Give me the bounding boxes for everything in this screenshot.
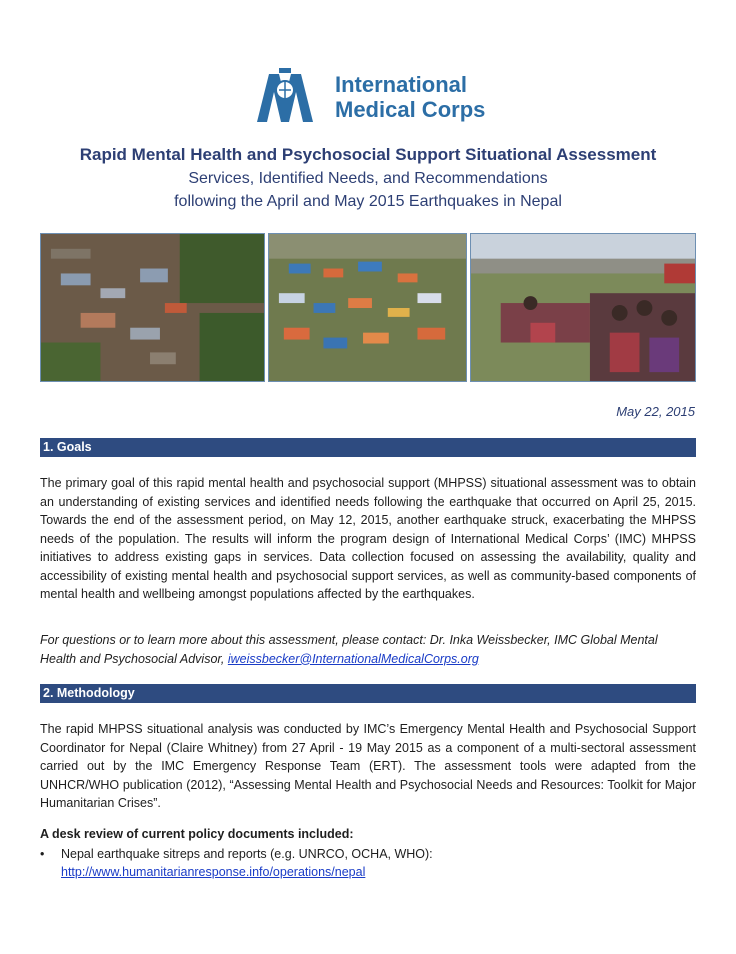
document-title: Rapid Mental Health and Psychosocial Support Situational Assessment (79, 145, 657, 164)
photo-strip (40, 233, 696, 382)
earthquake-rubble-photo (40, 233, 265, 382)
contact-email-link[interactable]: iweissbecker@InternationalMedicalCorps.org (227, 651, 479, 666)
bullet-text: Nepal earthquake sitreps and reports (e.g. UNRCO, OCHA, WHO): (61, 847, 433, 861)
tent-camp-photo (268, 233, 467, 382)
contact-text: For questions or to learn more about this assessment, please contact: Dr. Inka Weissbecker, IMC Global Mental Health and Psychosocial Advisor, (40, 633, 658, 666)
desk-review-heading: A desk review of current policy documents included: (40, 827, 354, 841)
bullet-icon: • (40, 847, 45, 861)
bullet-link[interactable]: http://www.humanitarianresponse.info/operations/nepal (61, 865, 366, 879)
section-heading-goals: 1. Goals (40, 438, 696, 457)
gathered-women-photo (470, 233, 696, 382)
imc-logo (255, 68, 495, 128)
document-subtitle-2: following the April and May 2015 Earthquakes in Nepal (174, 193, 562, 210)
logo-line-2: Medical Corps (335, 97, 486, 122)
document-subtitle-1: Services, Identified Needs, and Recommendations (188, 170, 548, 187)
goals-paragraph: The primary goal of this rapid mental health and psychosocial support (MHPSS) situational assessment was to obtain an understanding of existing services and identified needs following the earthquake that occurred on April 25, 2015. Towards the end of the assessment period, on May 12, 2015, another earthquake struck, exacerbating the MHPSS needs of the population. The results will inform the program design of International Medical Corps’ (IMC) MHPSS initiatives to address existing gaps in services. Data collection focused on assessing the availability, quality and accessibility of existing mental health and psychosocial support services, as well as community-based components of mental health and wellbeing amongst populations affected by the earthquakes. (40, 476, 696, 601)
methodology-paragraph: The rapid MHPSS situational analysis was conducted by IMC’s Emergency Mental Health and Psychosocial Support Coordinator for Nepal (Claire Whitney) from 27 April - 19 May 2015 as a component of a multi-sectoral assessment carried out by the IMC Emergency Response Team (ERT). The assessment tools were adapted from the UNHCR/WHO publication (2012), “Assessing Mental Health and Psychosocial Needs and Resources: Toolkit for Major Humanitarian Crises”. (40, 722, 696, 810)
logo-line-1: International (335, 72, 468, 97)
document-date: May 22, 2015 (616, 404, 695, 419)
section-heading-methodology: 2. Methodology (40, 684, 696, 703)
imc-emblem-icon (255, 68, 331, 124)
contact-paragraph (40, 631, 696, 668)
